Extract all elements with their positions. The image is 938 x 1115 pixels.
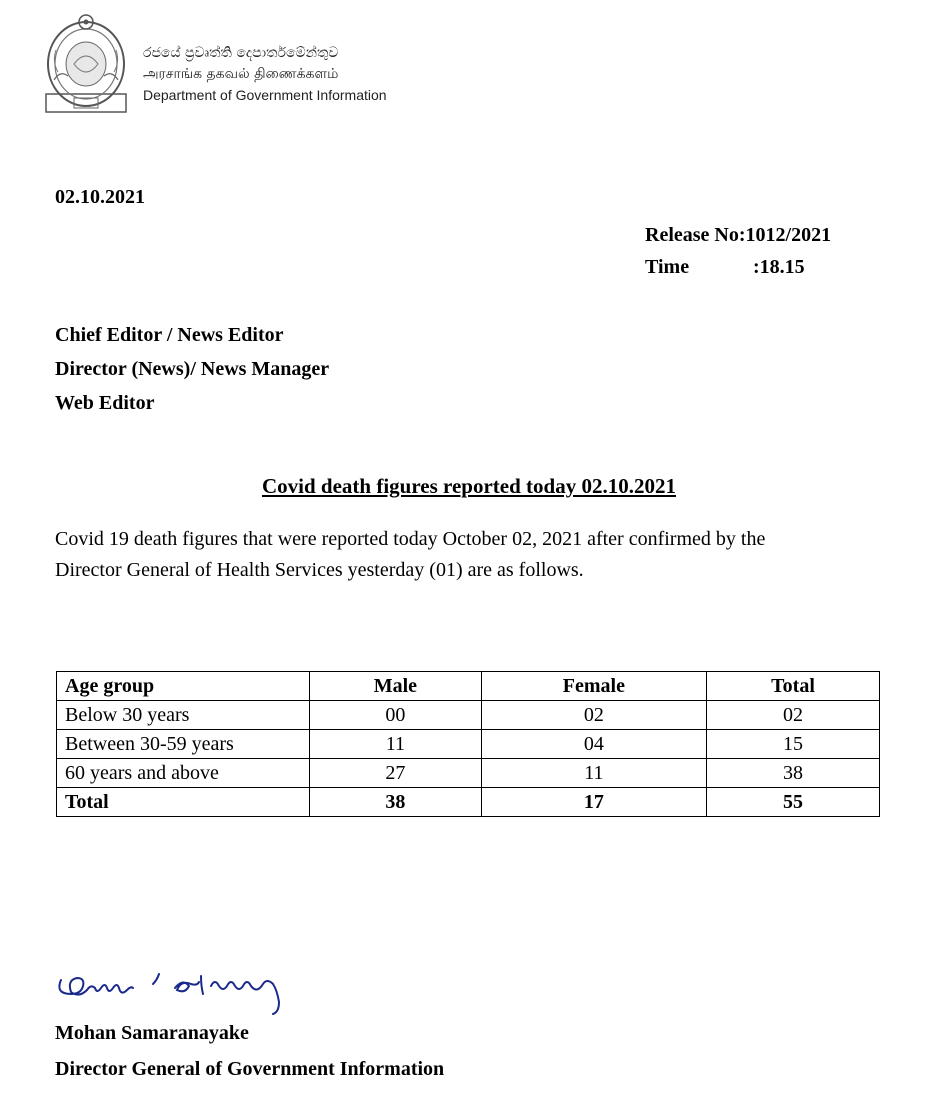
release-number-label: Release No: xyxy=(645,224,746,246)
column-header: Age group xyxy=(57,672,310,701)
male-cell: 00 xyxy=(310,701,482,730)
recipient-line: Web Editor xyxy=(55,392,155,414)
age-group-cell: 60 years and above xyxy=(57,759,310,788)
total-cell: 15 xyxy=(707,730,880,759)
letterhead xyxy=(40,10,470,120)
table-header-row xyxy=(57,672,880,701)
recipient-line: Chief Editor / News Editor xyxy=(55,324,284,346)
female-total-cell: 17 xyxy=(481,788,706,817)
release-number-row xyxy=(645,219,831,251)
department-name-tamil: அரசாங்க தகவல் திணைக்களம் xyxy=(143,66,339,82)
age-group-cell: Between 30-59 years xyxy=(57,730,310,759)
signatory xyxy=(55,1015,444,1087)
recipient-line: Director (News)/ News Manager xyxy=(55,358,330,380)
government-emblem-icon xyxy=(44,10,128,116)
female-cell: 02 xyxy=(481,701,706,730)
grand-total-cell: 55 xyxy=(707,788,880,817)
release-number: 1012/2021 xyxy=(745,224,832,246)
handwritten-signature-icon xyxy=(55,958,315,1018)
death-figures-table xyxy=(56,671,880,817)
total-cell: 38 xyxy=(707,759,880,788)
table-row xyxy=(57,759,880,788)
document-heading: Covid death figures reported today 02.10.2021 xyxy=(262,474,676,498)
total-cell: 02 xyxy=(707,701,880,730)
release-date: 02.10.2021 xyxy=(55,186,145,208)
recipients xyxy=(55,318,329,420)
male-cell: 11 xyxy=(310,730,482,759)
female-cell: 11 xyxy=(481,759,706,788)
table-row xyxy=(57,701,880,730)
column-header: Total xyxy=(707,672,880,701)
department-name-sinhala: රජයේ ප්‍රවෘත්ති දෙපාර්තමේන්තුව xyxy=(143,45,339,61)
release-time-label: Time xyxy=(645,256,690,278)
female-cell: 04 xyxy=(481,730,706,759)
release-info xyxy=(645,219,831,283)
column-header: Male xyxy=(310,672,482,701)
table-row xyxy=(57,730,880,759)
signatory-name: Mohan Samaranayake xyxy=(55,1022,249,1044)
age-group-cell: Below 30 years xyxy=(57,701,310,730)
intro-paragraph: Covid 19 death figures that were reported today October 02, 2021 after confirmed by the Director General of Health Services yesterday (01) are as follows. xyxy=(55,528,766,581)
department-name xyxy=(143,43,387,106)
total-label-cell: Total xyxy=(57,788,310,817)
male-cell: 27 xyxy=(310,759,482,788)
release-time-row xyxy=(645,251,831,283)
male-total-cell: 38 xyxy=(310,788,482,817)
column-header: Female xyxy=(481,672,706,701)
table-total-row xyxy=(57,788,880,817)
department-name-english: Department of Government Information xyxy=(143,87,387,103)
release-time: :18.15 xyxy=(753,256,805,278)
signatory-title: Director General of Government Information xyxy=(55,1058,445,1080)
